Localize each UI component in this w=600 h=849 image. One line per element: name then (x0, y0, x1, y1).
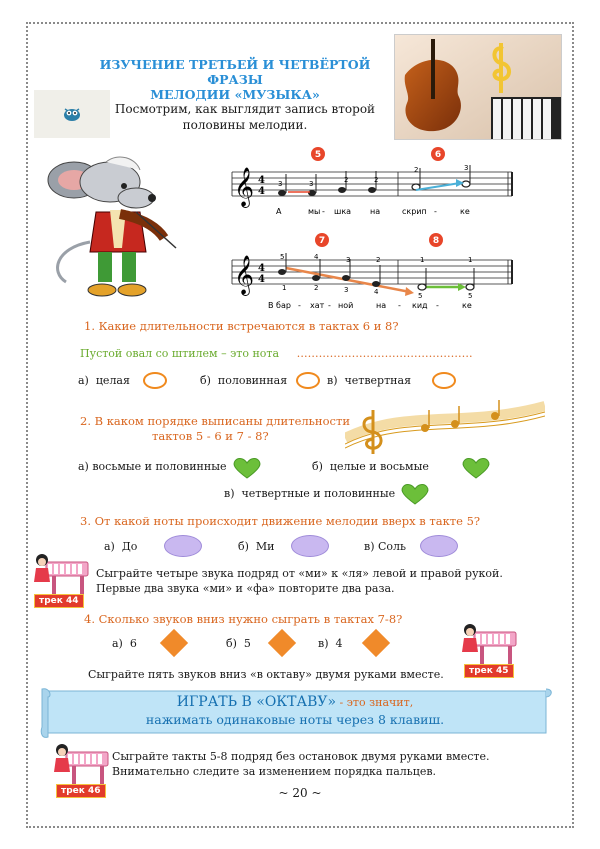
svg-text:6: 6 (434, 150, 442, 160)
lyric: шка (334, 207, 352, 216)
lyric: - (436, 301, 439, 310)
intro-line-1: Посмотрим, как выглядит запись второй (114, 102, 376, 116)
intro-line-2: половины мелодии. (182, 118, 308, 132)
badge-5 (311, 147, 325, 161)
finger-top: 2 (376, 256, 381, 264)
banner-term: ИГРАТЬ В «ОКТАВУ» (176, 694, 337, 710)
finger-top: 1 (468, 256, 473, 264)
q1-option-b: б) половинная (200, 374, 288, 387)
finger-bottom: 1 (282, 284, 287, 292)
golden-notes-picture (345, 398, 545, 458)
exercise-46-text: Сыграйте такты 5-8 подряд без остановок двумя руками вместе. Внимательно следите за изменением порядка пальцев. (112, 750, 490, 778)
q3-option-b-bubble[interactable] (291, 535, 329, 557)
lyric: скрип (402, 207, 427, 216)
svg-text:5: 5 (314, 150, 322, 160)
note (372, 281, 380, 287)
finger: 3 (464, 164, 469, 172)
arrow-orange-head (405, 287, 414, 296)
q1-answer-blank[interactable]: ………………………………………… (296, 347, 473, 360)
page-title (70, 57, 400, 102)
lyric: - (298, 301, 301, 310)
banner-line-2: нажимать одинаковые ноты через 8 клавиш. (145, 712, 445, 727)
finger: 2 (414, 166, 419, 174)
q1-option-b-oval[interactable] (296, 372, 320, 389)
q2-option-b-heart-icon[interactable] (461, 456, 491, 480)
music-notes-decoration (345, 398, 545, 458)
finger-bottom: 4 (374, 288, 379, 296)
mouse-violinist-picture (36, 152, 186, 302)
finger-top: 5 (280, 253, 285, 261)
intro-text (110, 101, 380, 133)
question-1: 1. Какие длительности встречаются в тактах 6 и 8? (84, 319, 399, 333)
lyric: - (328, 301, 331, 310)
note (368, 187, 376, 193)
note (278, 269, 286, 275)
lyric: А (276, 207, 282, 216)
owl-icon-box (34, 90, 110, 138)
q4-option-c: в) 4 (318, 637, 343, 650)
finger-top: 3 (346, 256, 351, 264)
exercise-44-text: Сыграйте четыре звука подряд от «ми» к «ля» левой и правой рукой. Первые два звука «ми» и «фа» повторите два раза. (96, 567, 503, 595)
q2-option-a: а) восьмые и половинные (78, 460, 227, 473)
mouse-violinist-illustration (36, 152, 186, 302)
q1-option-a-oval[interactable] (143, 372, 167, 389)
badge-6 (431, 147, 445, 161)
lyric: В бар (268, 301, 291, 310)
finger: 3 (309, 180, 314, 188)
page-number: ~ 20 ~ (278, 786, 322, 800)
lyric: на (376, 301, 387, 310)
q3-option-a: а) До (104, 540, 138, 553)
finger-top: 4 (314, 253, 319, 261)
q1-option-a: а) целая (78, 374, 130, 387)
lyric: хат (310, 301, 325, 310)
lyric: ке (460, 207, 470, 216)
girl-piano-icon (460, 618, 518, 666)
note (338, 187, 346, 193)
q1-option-c-oval[interactable] (432, 372, 456, 389)
track-46-badge[interactable]: трек 46 (56, 784, 106, 798)
lyric: на (370, 207, 381, 216)
lyric: - (434, 207, 437, 216)
time-sig-bottom: 4 (258, 186, 265, 197)
title-line-2: МЕЛОДИИ «МУЗЫКА» (150, 87, 320, 102)
owl-icon (34, 90, 110, 138)
note (278, 190, 286, 196)
lyric: ной (338, 301, 354, 310)
q3-option-c-bubble[interactable] (420, 535, 458, 557)
exercise-45-text: Сыграйте пять звуков вниз «в октаву» двумя руками вместе. (88, 668, 444, 681)
track-44-badge[interactable]: трек 44 (34, 594, 84, 608)
q4-option-b: б) 5 (226, 637, 251, 650)
question-4: 4. Сколько звуков вниз нужно сыграть в тактах 7-8? (84, 612, 403, 626)
time-sig-top: 4 (258, 263, 265, 274)
badge-8 (429, 233, 443, 247)
svg-text:7: 7 (318, 236, 326, 246)
finger-bottom: 5 (418, 292, 423, 300)
q2-option-c: в) четвертные и половинные (224, 487, 396, 500)
lyric: кид (412, 301, 428, 310)
finger-bottom: 2 (314, 284, 319, 292)
finger-bottom: 3 (344, 286, 349, 294)
q1-option-c: в) четвертная (327, 374, 412, 387)
finger: 2 (344, 176, 349, 184)
time-sig-bottom: 4 (258, 274, 265, 285)
violin-picture (395, 35, 561, 139)
lyric: мы (308, 207, 321, 216)
finger: 3 (278, 180, 283, 188)
question-2: 2. В каком порядке выписаны длительности тактов 5 - 6 и 7 - 8? (80, 414, 350, 443)
lyric: - (398, 301, 401, 310)
title-line-1: ИЗУЧЕНИЕ ТРЕТЬЕЙ И ЧЕТВЁРТОЙ ФРАЗЫ (99, 57, 371, 87)
note (312, 275, 320, 281)
finger: 2 (374, 176, 379, 184)
q3-option-a-bubble[interactable] (164, 535, 202, 557)
q4-option-a: а) 6 (112, 637, 137, 650)
treble-clef-icon: 𝄞 (234, 255, 255, 295)
girl-piano-icon (52, 738, 110, 786)
question-3: 3. От какой ноты происходит движение мелодии вверх в такте 5? (80, 514, 481, 528)
music-staff-measures-5-6 (230, 146, 520, 222)
q2-option-b: б) целые и восьмые (312, 460, 429, 473)
note (308, 190, 316, 196)
treble-clef-icon: 𝄞 (234, 167, 255, 207)
note (342, 275, 350, 281)
q2-option-a-heart-icon[interactable] (232, 456, 262, 480)
music-staff-measures-7-8 (230, 232, 520, 312)
q3-option-b: б) Ми (238, 540, 275, 553)
badge-7 (315, 233, 329, 247)
lyric: ке (462, 301, 472, 310)
finger-bottom: 5 (468, 292, 473, 300)
svg-text:8: 8 (432, 236, 440, 246)
q1-hint (80, 347, 473, 360)
girl-piano-icon (32, 548, 90, 596)
octave-definition-banner (38, 687, 552, 739)
q3-option-c: в) Соль (364, 540, 406, 553)
q1-hint-text: Пустой овал со штилем – это нота (80, 347, 280, 360)
lyric: - (322, 207, 325, 216)
finger-top: 1 (420, 256, 425, 264)
banner-text (38, 693, 552, 728)
violin-photo (394, 34, 562, 140)
time-sig-top: 4 (258, 175, 265, 186)
track-45-badge[interactable]: трек 45 (464, 664, 514, 678)
q2-option-c-heart-icon[interactable] (400, 482, 430, 506)
banner-term-rest: - это значит, (336, 696, 414, 709)
